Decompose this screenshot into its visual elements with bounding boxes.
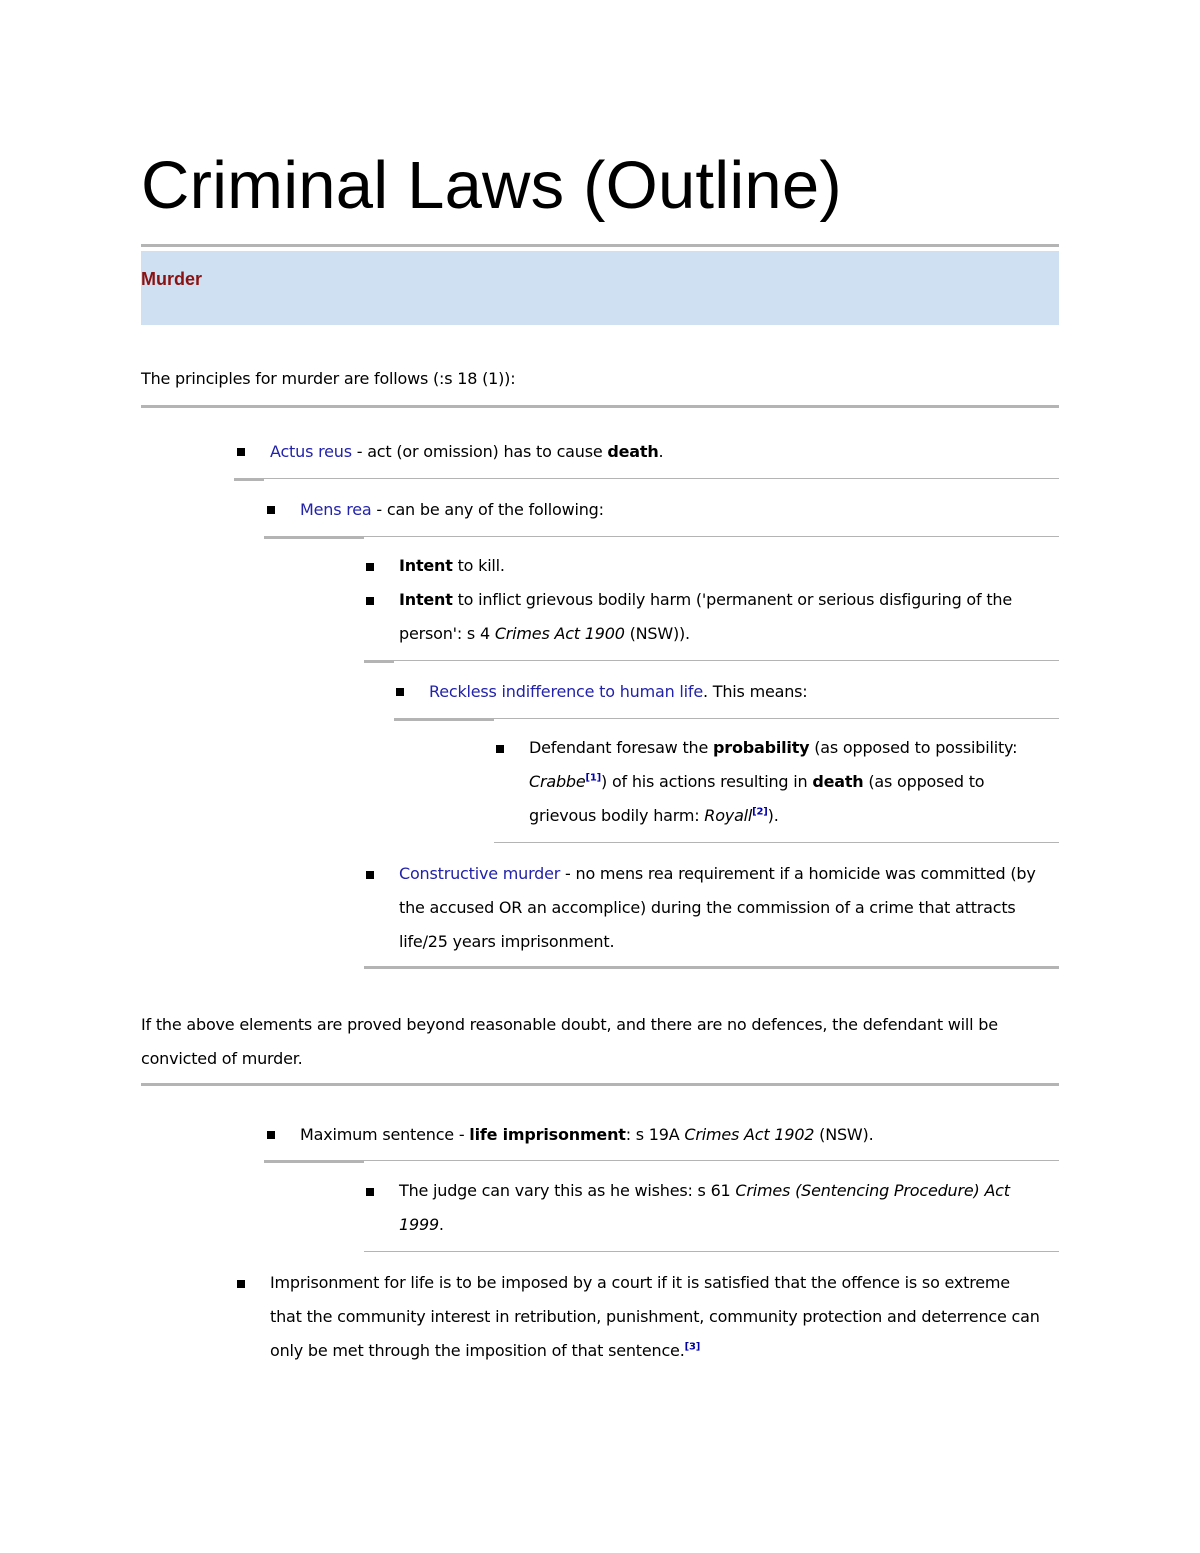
list-item-intent-gbh: Intent to inflict grievous bodily harm ('permanent or serious disfiguring of the person': s 4 Crimes Act 1900 (NSW)). xyxy=(399,590,1012,643)
actus-reus-link[interactable]: Actus reus xyxy=(270,442,352,461)
divider xyxy=(394,718,494,721)
list-item-judge-vary: The judge can vary this as he wishes: s 61 Crimes (Sentencing Procedure) Act 1999. xyxy=(399,1181,1010,1234)
bullet-icon xyxy=(237,1280,245,1288)
title-divider xyxy=(141,244,1059,247)
divider xyxy=(141,1083,1059,1086)
divider xyxy=(364,966,1059,969)
bullet-icon xyxy=(267,1131,275,1139)
section-header-band xyxy=(141,251,1059,325)
bullet-icon xyxy=(366,871,374,879)
divider xyxy=(364,536,1059,537)
divider xyxy=(264,1160,364,1163)
list-item-actus-reus: Actus reus - act (or omission) has to cause death. xyxy=(270,442,664,461)
divider xyxy=(264,536,364,539)
bullet-icon xyxy=(396,688,404,696)
intro-paragraph: The principles for murder are follows (:s 18 (1)): xyxy=(141,369,516,388)
divider xyxy=(364,660,394,663)
list-item-defendant-foresaw: Defendant foresaw the probability (as opposed to possibility: Crabbe[1]) of his actions resulting in death (as opposed to grievous bodily harm: Royall[2]). xyxy=(529,738,1018,825)
list-item-mens-rea: Mens rea - can be any of the following: xyxy=(300,500,604,519)
list-item-constructive-murder: Constructive murder - no mens rea requirement if a homicide was committed (by the accused OR an accomplice) during the commission of a crime that attracts life/25 years imprisonment. xyxy=(399,864,1036,951)
list-item-max-sentence: Maximum sentence - life imprisonment: s 19A Crimes Act 1902 (NSW). xyxy=(300,1125,874,1144)
list-item-life-imprisonment: Imprisonment for life is to be imposed by a court if it is satisfied that the offence is so extreme that the community interest in retribution, punishment, community protection and deterrence can only be met through the imposition of that sentence.[3] xyxy=(270,1273,1040,1360)
conclusion-paragraph: If the above elements are proved beyond reasonable doubt, and there are no defences, the defendant will be convicted of murder. xyxy=(141,1015,998,1068)
bullet-icon xyxy=(366,1188,374,1196)
footnote-link[interactable]: [2] xyxy=(752,806,768,818)
list-item-intent-kill: Intent to kill. xyxy=(399,556,505,575)
page-title: Criminal Laws (Outline) xyxy=(141,148,842,223)
divider xyxy=(494,842,1059,843)
divider xyxy=(364,1251,1059,1252)
footnote-link[interactable]: [3] xyxy=(684,1341,701,1353)
list-item-reckless: Reckless indifference to human life. This means: xyxy=(429,682,808,701)
divider xyxy=(141,405,1059,408)
divider xyxy=(234,478,264,481)
divider xyxy=(494,718,1059,719)
section-title: Murder xyxy=(141,269,203,289)
footnote-link[interactable]: [1] xyxy=(585,772,602,784)
divider xyxy=(394,660,1059,661)
divider xyxy=(264,478,1059,479)
bullet-icon xyxy=(496,745,504,753)
bullet-icon xyxy=(366,597,374,605)
bullet-icon xyxy=(267,506,275,514)
constructive-murder-link[interactable]: Constructive murder xyxy=(399,864,561,883)
reckless-indifference-link[interactable]: Reckless indifference to human life xyxy=(429,682,704,701)
mens-rea-link[interactable]: Mens rea xyxy=(300,500,372,519)
bullet-icon xyxy=(237,448,245,456)
bullet-icon xyxy=(366,563,374,571)
divider xyxy=(364,1160,1059,1161)
